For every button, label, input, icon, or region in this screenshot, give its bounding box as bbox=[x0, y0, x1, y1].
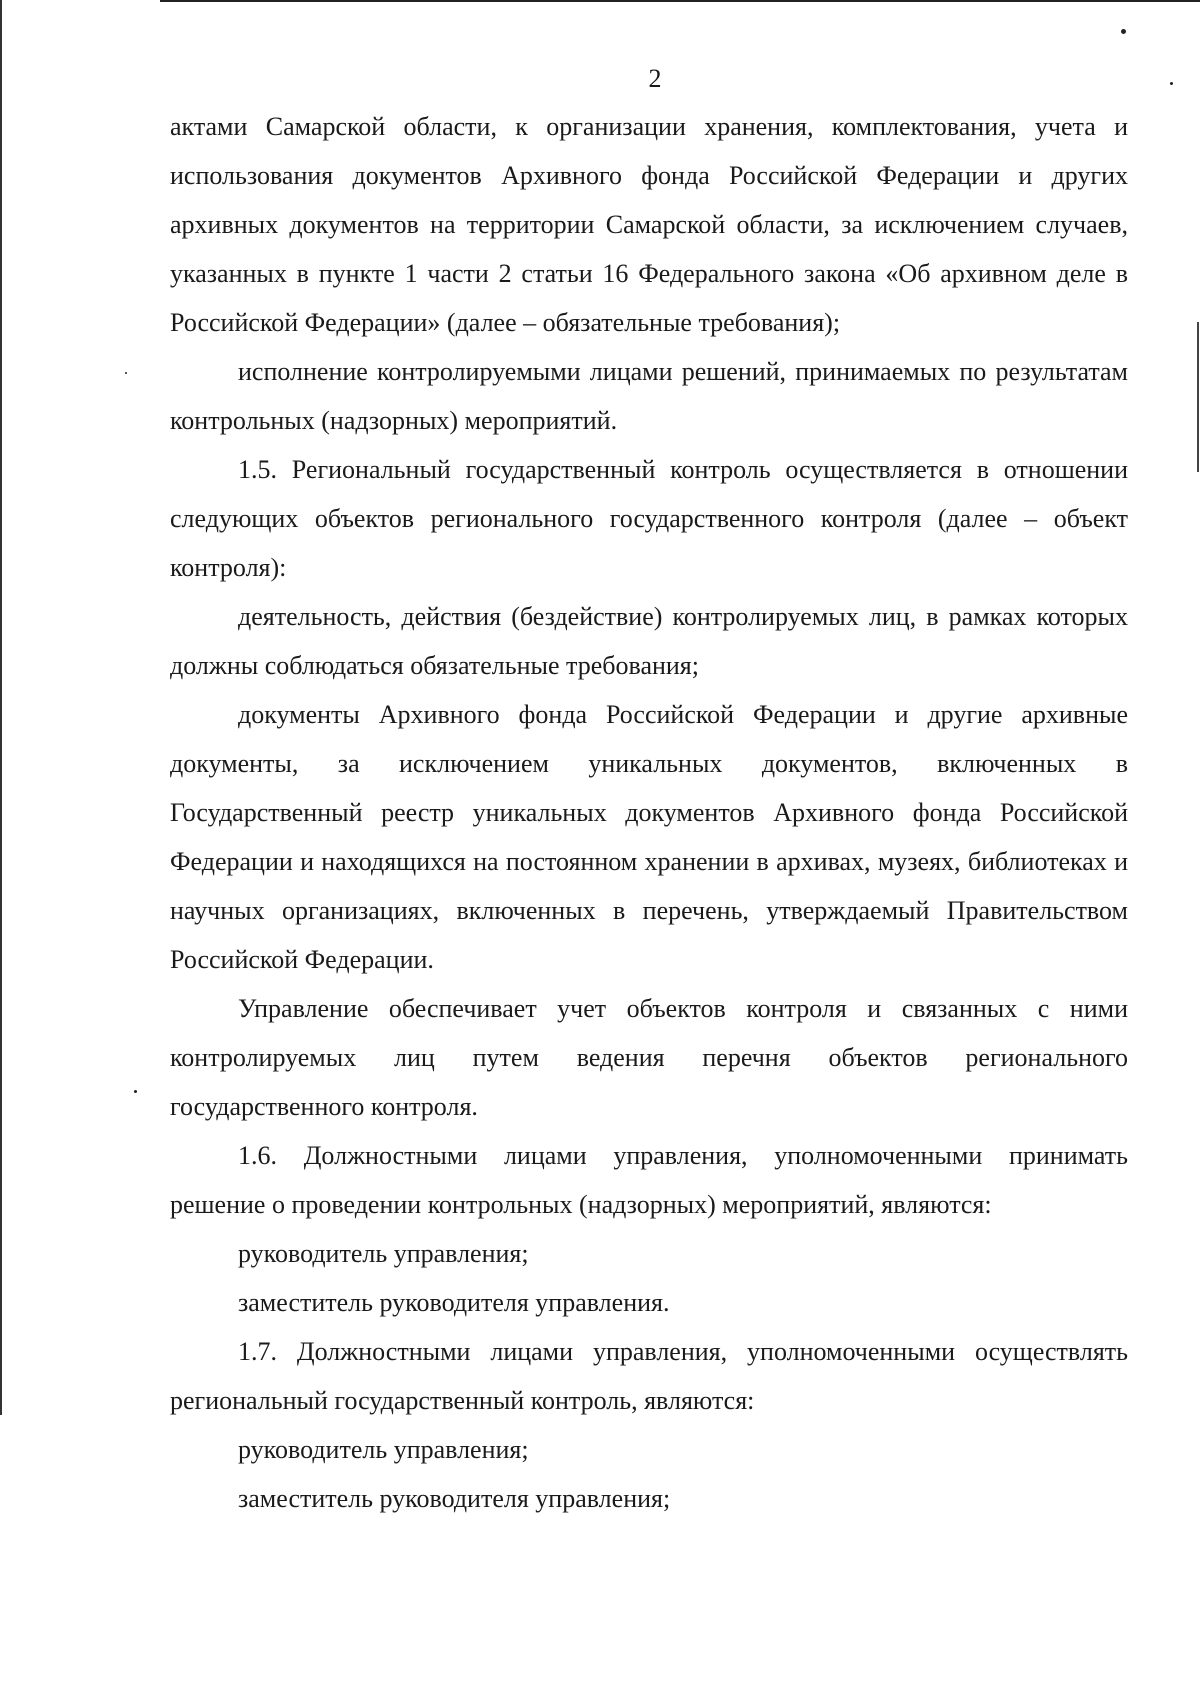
paragraph: исполнение контролируемыми лицами решений, принимаемых по результатам контрольных (надзорных) мероприятий. bbox=[170, 357, 1128, 435]
paragraph: актами Самарской области, к организации хранения, комплектования, учета и использования документов Архивного фонда Российской Федерации и других архивных документов на территории Самарской области, за исключением случаев, указанных в пункте 1 части 2 статьи 16 Федерального закона «Об архивном деле в Российской Федерации» (далее – обязательные требования); bbox=[170, 112, 1128, 337]
paragraph: 1.7. Должностными лицами управления, уполномоченными осуществлять региональный государственный контроль, являются: bbox=[170, 1337, 1128, 1415]
paragraph: заместитель руководителя управления; bbox=[238, 1484, 671, 1513]
scan-speck bbox=[125, 372, 127, 374]
paragraph: 1.5. Региональный государственный контроль осуществляется в отношении следующих объектов регионального государственного контроля (далее – объект контроля): bbox=[170, 455, 1128, 582]
scan-speck bbox=[134, 1090, 137, 1093]
paragraph: документы Архивного фонда Российской Федерации и другие архивные документы, за исключением уникальных документов, включенных в Государственный реестр уникальных документов Архивного фонда Российской Федерации и находящихся на постоянном хранении в архивах, музеях, библиотеках и научных организациях, включенных в перечень, утверждаемый Правительством Российской Федерации. bbox=[170, 700, 1128, 974]
paragraph: 1.6. Должностными лицами управления, уполномоченными принимать решение о проведении контрольных (надзорных) мероприятий, являются: bbox=[170, 1141, 1128, 1219]
scan-speck bbox=[1121, 29, 1126, 34]
scan-edge-left bbox=[0, 0, 2, 1415]
scan-edge-top bbox=[160, 0, 1200, 2]
paragraph: заместитель руководителя управления. bbox=[238, 1288, 670, 1317]
document-body bbox=[170, 102, 1128, 1523]
paragraph: руководитель управления; bbox=[238, 1239, 529, 1268]
paragraph: руководитель управления; bbox=[238, 1435, 529, 1464]
paragraph: Управление обеспечивает учет объектов контроля и связанных с ними контролируемых лиц путем ведения перечня объектов регионального государственного контроля. bbox=[170, 994, 1128, 1121]
page-number: 2 bbox=[648, 64, 662, 93]
paragraph: деятельность, действия (бездействие) контролируемых лиц, в рамках которых должны соблюдаться обязательные требования; bbox=[170, 602, 1128, 680]
scan-edge-right bbox=[1197, 322, 1199, 472]
